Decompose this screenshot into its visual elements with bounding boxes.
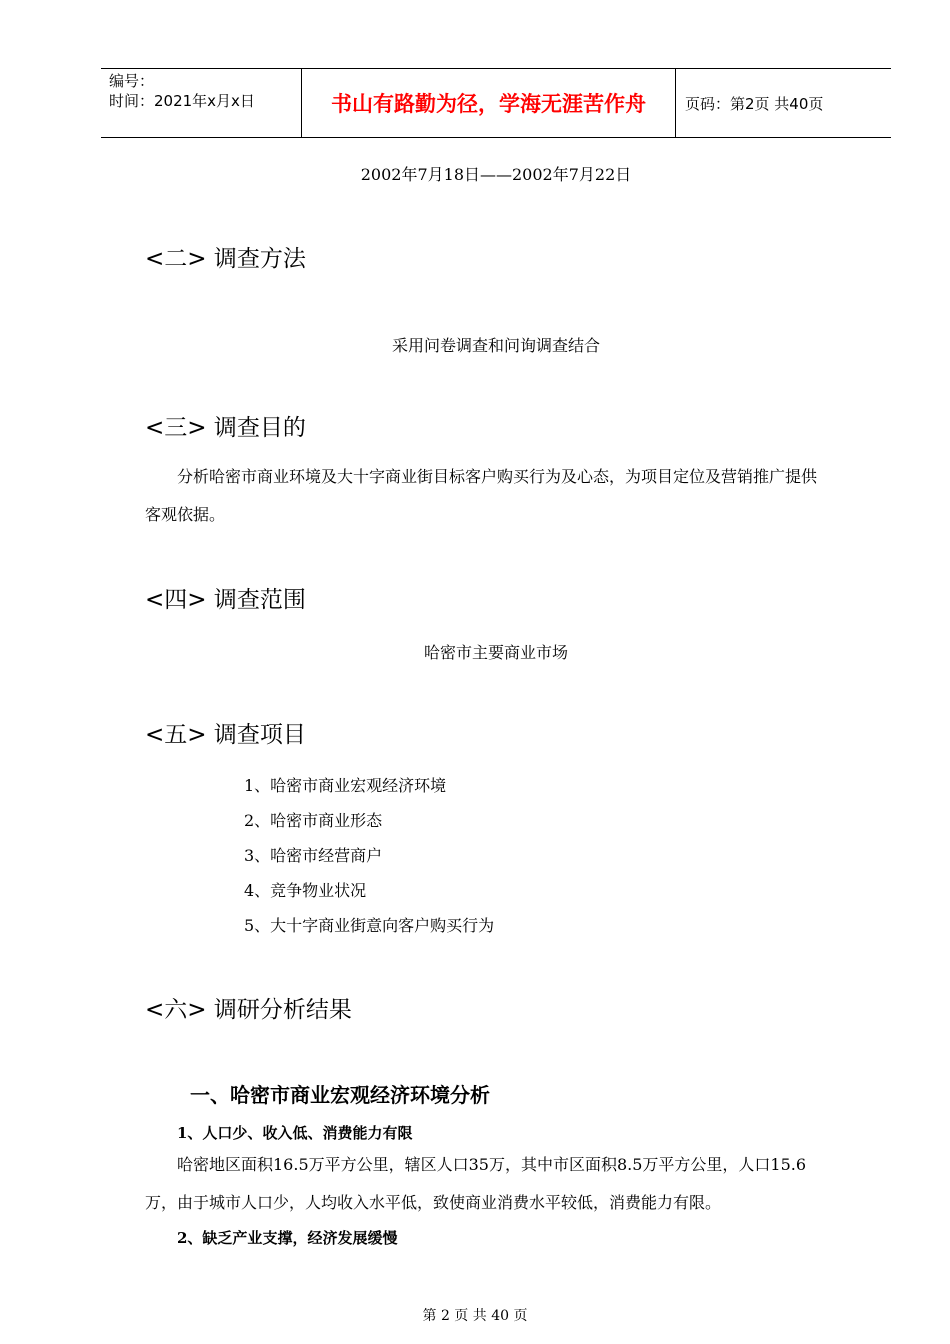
date-range: 2002年7月18日——2002年7月22日: [360, 165, 632, 184]
header-meta: [109, 71, 255, 111]
page-footer: 第 2 页 共 40 页: [422, 1308, 528, 1324]
purpose-line-2: 客观依据。: [145, 505, 226, 524]
list-item: 5、大十字商业街意向客户购买行为: [244, 916, 495, 935]
list-item: 2、哈密市商业形态: [244, 811, 383, 830]
heading-purpose: <三> 调查目的: [145, 415, 306, 441]
subheading-population: 1、人口少、收入低、消费能力有限: [177, 1124, 413, 1142]
list-item: 4、竞争物业状况: [244, 881, 367, 900]
population-line-2: 万，由于城市人口少，人均收入水平低，致使商业消费水平较低，消费能力有限。: [145, 1193, 722, 1212]
header-motto: 书山有路勤为径，学海无涯苦作舟: [331, 92, 646, 116]
heading-results: <六> 调研分析结果: [145, 997, 352, 1023]
number-label: 编号：: [109, 72, 155, 90]
purpose-paragraph: [145, 458, 850, 534]
population-line-1: 哈密地区面积16.5万平方公里，辖区人口35万，其中市区面积8.5万平方公里，人口15.6: [177, 1155, 807, 1174]
heading-scope: <四> 调查范围: [145, 587, 306, 613]
analysis-title: 一、哈密市商业宏观经济环境分析: [190, 1083, 490, 1107]
header-divider: [675, 69, 676, 137]
method-body: 采用问卷调查和问询调查结合: [391, 336, 600, 355]
list-item: 1、哈密市商业宏观经济环境: [244, 776, 447, 795]
scope-body: 哈密市主要商业市场: [423, 643, 568, 662]
header-page-info: 页码：第2页 共40页: [685, 95, 824, 113]
population-paragraph: [145, 1146, 850, 1222]
header-table: [101, 68, 891, 138]
heading-items: <五> 调查项目: [145, 722, 306, 748]
heading-method: <二> 调查方法: [145, 246, 306, 272]
purpose-line-1: 分析哈密市商业环境及大十字商业街目标客户购买行为及心态，为项目定位及营销推广提供: [177, 467, 818, 486]
list-item: 3、哈密市经营商户: [244, 846, 383, 865]
time-label: 时间：2021年x月x日: [109, 92, 255, 110]
subheading-industry: 2、缺乏产业支撑，经济发展缓慢: [177, 1229, 398, 1247]
